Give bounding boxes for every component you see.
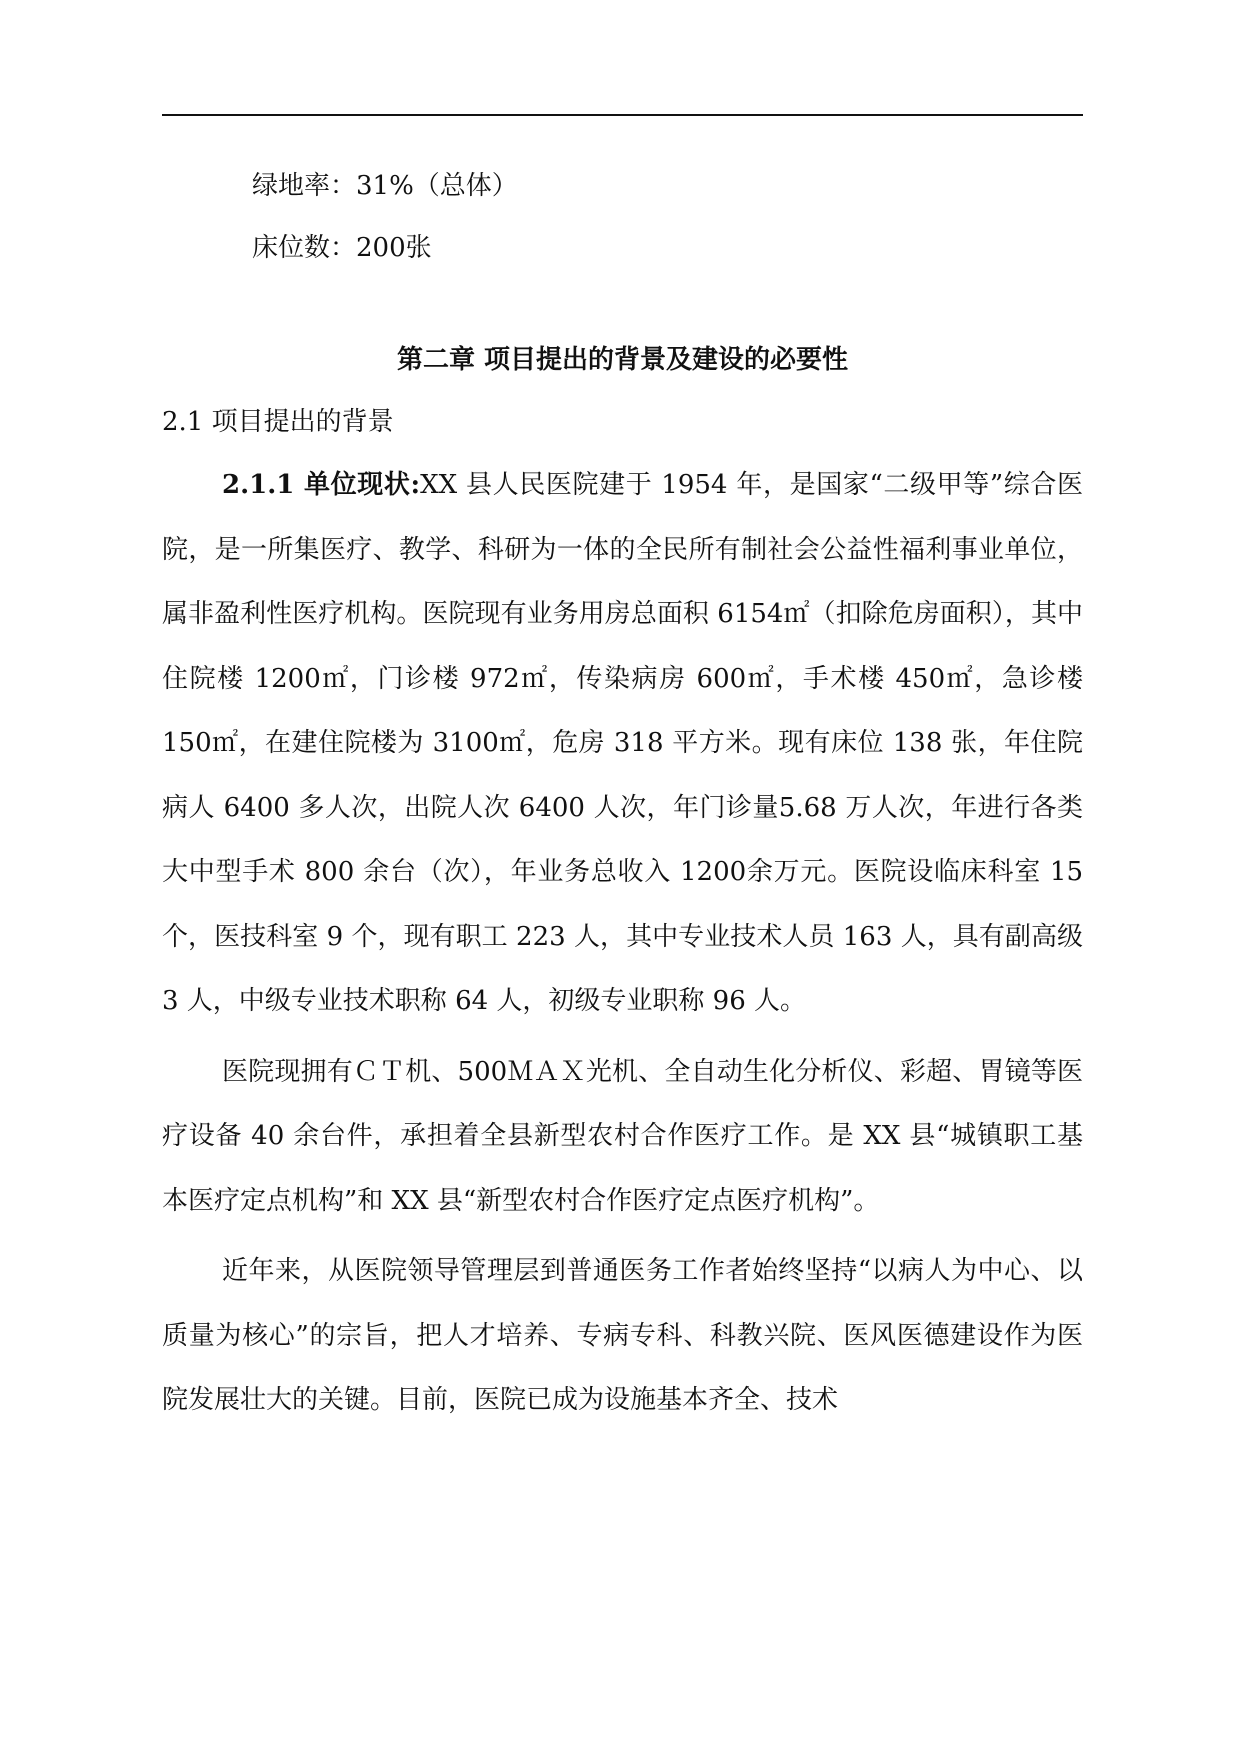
paragraph-recent-years: 近年来，从医院领导管理层到普通医务工作者始终坚持“以病人为中心、以质量为核心”的宗旨，把人才培养、专病专科、科教兴院、医风医德建设作为医院发展壮大的关键。目前，医院已成为设施基本齐全、技术 (162, 1256, 1083, 1415)
chapter-title: 第二章 项目提出的背景及建设的必要性 (396, 345, 849, 375)
spec-green-ratio: 绿地率：31%（总体） (252, 171, 518, 201)
paragraph-unit-status (162, 453, 1083, 1034)
document-body (162, 155, 1083, 1433)
paragraph-equipment: 医院现拥有ＣＴ机、500ＭＡＸ光机、全自动生化分析仪、彩超、胃镜等医疗设备 40 余台件，承担着全县新型农村合作医疗工作。是 XX 县“城镇职工基本医疗定点机构”和 XX 县“新型农村合作医疗定点医疗机构”。 (162, 1056, 1083, 1216)
header-rule (162, 114, 1083, 116)
paragraph-text: XX 县人民医院建于 1954 年，是国家“二级甲等”综合医院，是一所集医疗、教学、科研为一体的全民所有制社会公益性福利事业单位，属非盈利性医疗机构。医院现有业务用房总面积 6154㎡（扣除危房面积），其中住院楼 1200㎡，门诊楼 972㎡，传染病房 600㎡，手术楼 450㎡，急诊楼 150㎡，在建住院楼为 3100㎡，危房 318 平方米。现有床位 138 张，年住院病人 6400 多人次，出院人次 6400 人次，年门诊量5.68 万人次，年进行各类大中型手术 800 余台（次），年业务总收入 1200余万元。医院设临床科室 15 个，医技科室 9 个，现有职工 223 人，其中专业技术人员 163 人，具有副高级 3 人，中级专业技术职称 64 人，初级专业职称 96 人。 (162, 470, 1083, 1016)
section-title: 2.1 项目提出的背景 (162, 407, 394, 437)
spec-bed-count: 床位数：200张 (252, 233, 432, 263)
paragraph-lead: 2.1.1 单位现状: (222, 470, 421, 500)
